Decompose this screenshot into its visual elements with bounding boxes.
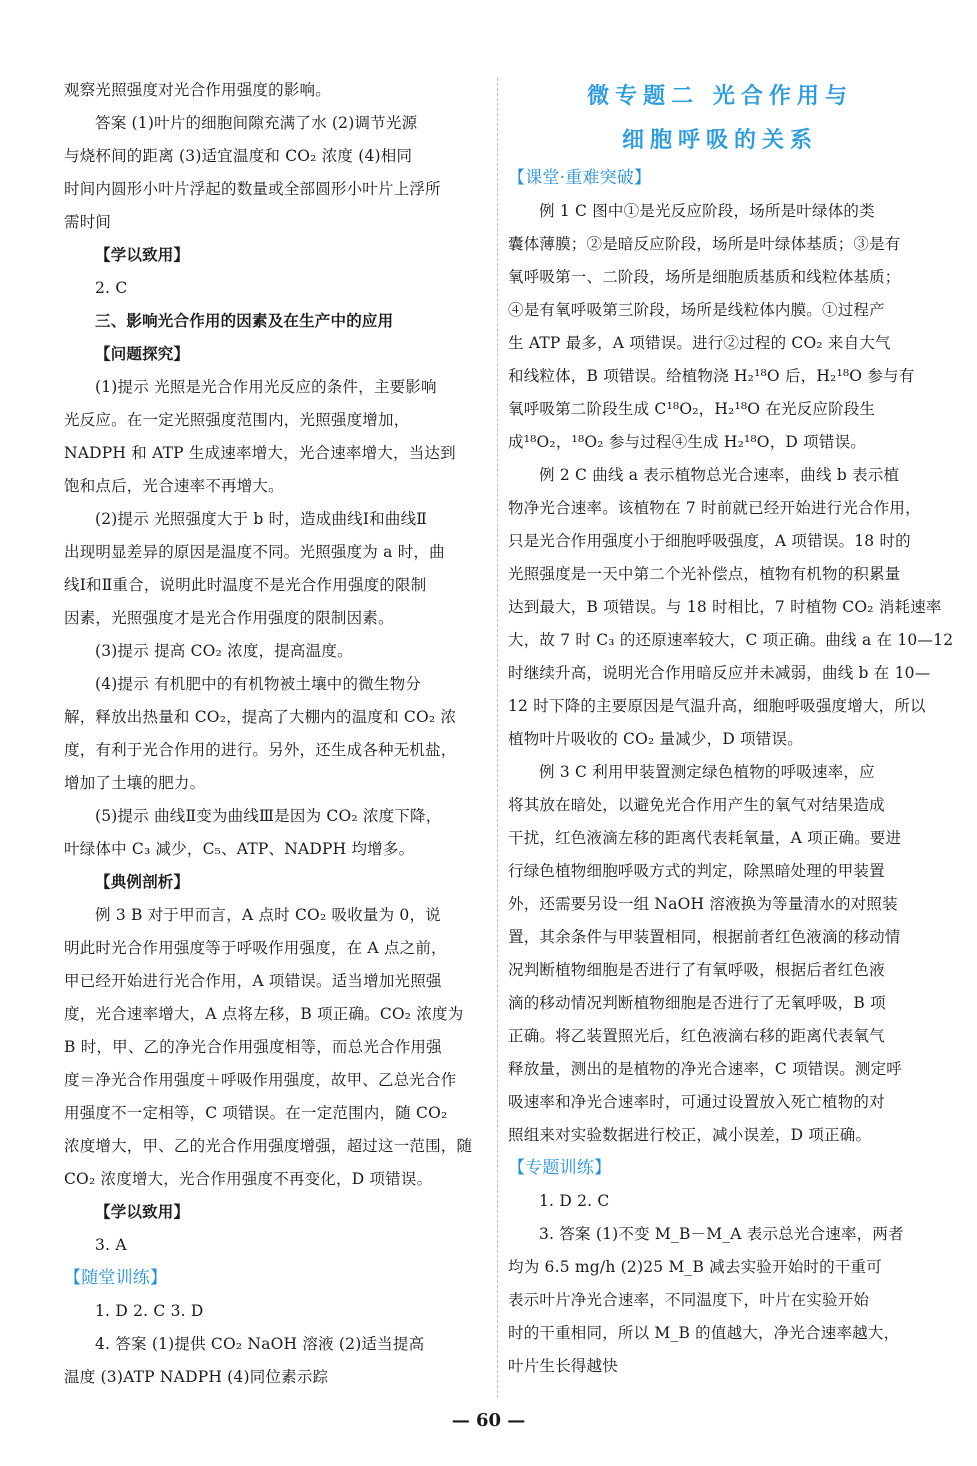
right-line-33: 3. 答案 (1)不变 M_B－M_A 表示总光合速率，两者	[539, 1225, 904, 1243]
right-line-35: 表示叶片净光合速率，不同温度下，叶片在实验开始	[508, 1291, 870, 1309]
left-line-11: 光反应。在一定光照强度范围内，光照强度增加，	[64, 411, 410, 429]
left-line-1: 观察光照强度对光合作用强度的影响。	[64, 81, 331, 99]
left-line-13: 饱和点后，光合速率不再增大。	[64, 477, 284, 495]
left-line-17: 因素，光照强度才是光合作用强度的限制因素。	[64, 609, 394, 627]
right-line-6: 生 ATP 最多，A 项错误。进行②过程的 CO₂ 来自大气	[508, 334, 891, 352]
right-line-30: 照组来对实验数据进行校正，减小误差，D 项正确。	[508, 1126, 872, 1144]
right-line-18: 植物叶片吸收的 CO₂ 量减少，D 项错误。	[508, 730, 803, 748]
page-number: — 60 —	[451, 1410, 526, 1431]
left-line-26: 例 3 B 对于甲而言，A 点时 CO₂ 吸收量为 0，说	[95, 906, 441, 924]
right-column	[508, 74, 954, 1383]
left-line-7: 2. C	[95, 279, 128, 297]
right-body	[508, 162, 954, 1383]
right-line-24: 置，其余条件与甲装置相同，根据前者红色液滴的移动情	[508, 928, 901, 946]
right-line-17: 12 时下降的主要原因是气温升高，细胞呼吸强度增大，所以	[508, 697, 926, 715]
right-line-25: 况判断植物细胞是否进行了有氧呼吸，根据后者红色液	[508, 961, 885, 979]
right-line-32: 1. D 2. C	[539, 1192, 610, 1210]
left-line-21: 度，有利于光合作用的进行。另外，还生成各种无机盐，	[64, 741, 457, 759]
right-line-9: 成¹⁸O₂，¹⁸O₂ 参与过程④生成 H₂¹⁸O，D 项错误。	[508, 433, 866, 451]
left-line-25: 【典例剖析】	[95, 873, 190, 891]
left-line-31: 度＝净光合作用强度＋呼吸作用强度，故甲、乙总光合作	[64, 1071, 457, 1089]
right-line-19: 例 3 C 利用甲装置测定绿色植物的呼吸速率，应	[539, 763, 875, 781]
left-line-35: 【学以致用】	[95, 1203, 190, 1221]
right-line-3: 囊体薄膜；②是暗反应阶段，场所是叶绿体基质；③是有	[508, 235, 901, 253]
left-line-6: 【学以致用】	[95, 246, 190, 264]
left-line-33: 浓度增大，甲、乙的光合作用强度增强，超过这一范围，随	[64, 1137, 473, 1155]
left-line-5: 需时间	[64, 213, 112, 231]
right-line-23: 外，还需要另设一组 NaOH 溶液换为等量清水的对照装	[508, 895, 898, 913]
right-line-4: 氧呼吸第一、二阶段，场所是细胞质基质和线粒体基质；	[508, 268, 901, 286]
right-line-20: 将其放在暗处，以避免光合作用产生的氧气对结果造成	[508, 796, 885, 814]
right-line-2: 例 1 C 图中①是光反应阶段，场所是叶绿体的类	[539, 202, 875, 220]
left-line-18: (3)提示 提高 CO₂ 浓度，提高温度。	[95, 642, 353, 660]
left-line-30: B 时，甲、乙的净光合作用强度相等，而总光合作用强	[64, 1038, 442, 1056]
right-line-21: 干扰，红色液滴左移的距离代表耗氧量，A 项正确。要进	[508, 829, 902, 847]
column-divider	[497, 78, 498, 1398]
left-line-20: 解，释放出热量和 CO₂，提高了大棚内的温度和 CO₂ 浓	[64, 708, 457, 726]
left-line-29: 度，光合速率增大，A 点将左移，B 项正确。CO₂ 浓度为	[64, 1005, 464, 1023]
left-line-3: 与烧杯间的距离 (3)适宜温度和 CO₂ 浓度 (4)相同	[64, 147, 413, 165]
right-line-12: 只是光合作用强度小于细胞呼吸强度，A 项错误。18 时的	[508, 532, 911, 550]
left-line-28: 甲已经开始进行光合作用，A 项错误。适当增加光照强	[64, 972, 442, 990]
left-line-12: NADPH 和 ATP 生成速率增大，光合速率增大，当达到	[64, 444, 456, 462]
left-line-2: 答案 (1)叶片的细胞间隙充满了水 (2)调节光源	[95, 114, 418, 132]
left-line-34: CO₂ 浓度增大，光合作用强度不再变化，D 项错误。	[64, 1170, 433, 1188]
left-line-22: 增加了土壤的肥力。	[64, 774, 206, 792]
right-line-29: 吸速率和净光合速率时，可通过设置放入死亡植物的对	[508, 1093, 885, 1111]
left-line-24: 叶绿体中 C₃ 减少，C₅、ATP、NADPH 均增多。	[64, 840, 415, 858]
right-line-14: 达到最大，B 项错误。与 18 时相比，7 时植物 CO₂ 消耗速率	[508, 598, 942, 616]
right-line-34: 均为 6.5 mg/h (2)25 M_B 减去实验开始时的干重可	[508, 1258, 882, 1276]
right-line-28: 释放量，测出的是植物的净光合速率，C 项错误。测定呼	[508, 1060, 902, 1078]
left-line-16: 线Ⅰ和Ⅱ重合，说明此时温度不是光合作用强度的限制	[64, 576, 427, 594]
right-line-22: 行绿色植物细胞呼吸方式的判定，除黑暗处理的甲装置	[508, 862, 885, 880]
left-line-32: 用强度不一定相等，C 项错误。在一定范围内，随 CO₂	[64, 1104, 448, 1122]
right-line-7: 和线粒体，B 项错误。给植物浇 H₂¹⁸O 后，H₂¹⁸O 参与有	[508, 367, 915, 385]
right-line-31: 【专题训练】	[508, 1158, 612, 1178]
right-line-5: ④是有氧呼吸第三阶段，场所是线粒体内膜。①过程产	[508, 301, 885, 319]
left-line-9: 【问题探究】	[95, 345, 190, 363]
left-line-14: (2)提示 光照强度大于 b 时，造成曲线Ⅰ和曲线Ⅱ	[95, 510, 428, 528]
right-line-26: 滴的移动情况判断植物细胞是否进行了无氧呼吸，B 项	[508, 994, 886, 1012]
left-line-40: 温度 (3)ATP NADPH (4)同位素示踪	[64, 1368, 329, 1386]
left-line-37: 【随堂训练】	[64, 1268, 168, 1288]
left-line-39: 4. 答案 (1)提供 CO₂ NaOH 溶液 (2)适当提高	[95, 1335, 425, 1353]
right-line-16: 时继续升高，说明光合作用暗反应并未减弱，曲线 b 在 10—	[508, 664, 931, 682]
left-column	[64, 74, 488, 1394]
left-line-27: 明此时光合作用强度等于呼吸作用强度，在 A 点之前，	[64, 939, 447, 957]
right-line-37: 叶片生长得越快	[508, 1357, 618, 1375]
right-line-1: 【课堂·重难突破】	[508, 168, 652, 188]
right-line-15: 大，故 7 时 C₃ 的还原速率较大，C 项正确。曲线 a 在 10—12	[508, 631, 954, 649]
section-title-line-1: 微专题二 光合作用与	[587, 83, 853, 109]
right-line-10: 例 2 C 曲线 a 表示植物总光合速率，曲线 b 表示植	[539, 466, 900, 484]
left-line-23: (5)提示 曲线Ⅱ变为曲线Ⅲ是因为 CO₂ 浓度下降，	[95, 807, 442, 825]
left-line-8: 三、影响光合作用的因素及在生产中的应用	[95, 312, 394, 330]
section-title-line-2: 细胞呼吸的关系	[621, 127, 818, 153]
right-line-36: 时的干重相同，所以 M_B 的值越大，净光合速率越大，	[508, 1324, 900, 1342]
left-line-4: 时间内圆形小叶片浮起的数量或全部圆形小叶片上浮所	[64, 180, 441, 198]
left-line-15: 出现明显差异的原因是温度不同。光照强度为 a 时，曲	[64, 543, 445, 561]
right-line-27: 正确。将乙装置照光后，红色液滴右移的距离代表氧气	[508, 1027, 885, 1045]
left-line-36: 3. A	[95, 1236, 127, 1254]
left-line-10: (1)提示 光照是光合作用光反应的条件，主要影响	[95, 378, 437, 396]
left-line-38: 1. D 2. C 3. D	[95, 1302, 204, 1320]
right-line-8: 氧呼吸第二阶段生成 C¹⁸O₂，H₂¹⁸O 在光反应阶段生	[508, 400, 876, 418]
right-line-13: 光照强度是一天中第二个光补偿点，植物有机物的积累量	[508, 565, 901, 583]
right-line-11: 物净光合速率。该植物在 7 时前就已经开始进行光合作用，	[508, 499, 921, 517]
left-line-19: (4)提示 有机肥中的有机物被土壤中的微生物分	[95, 675, 421, 693]
